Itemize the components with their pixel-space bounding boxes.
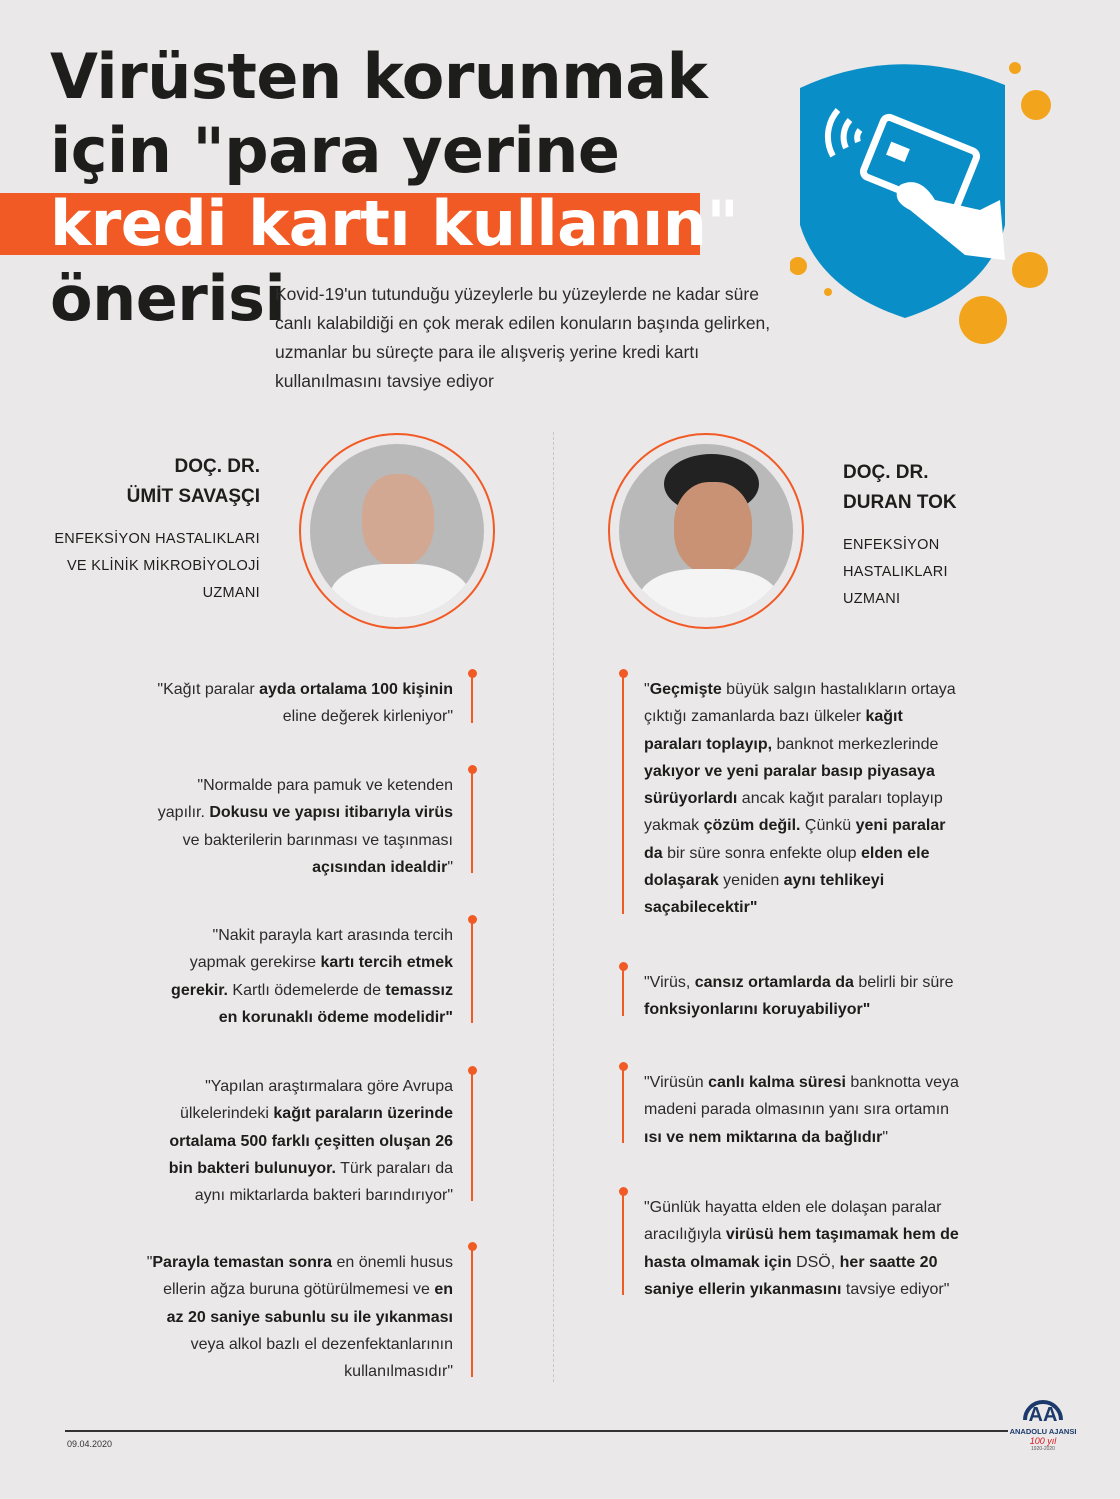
- quote-text: ": [447, 858, 453, 876]
- quote-emphasis: kağıt paraları toplayıp,: [644, 708, 903, 753]
- quote-text: ": [882, 1128, 888, 1146]
- expert-role: ENFEKSİYON: [843, 537, 940, 553]
- title-line-4: önerisi: [50, 262, 286, 335]
- quote-emphasis: kartı tercih etmek gerekir.: [171, 954, 453, 999]
- left-quote: [153, 772, 453, 881]
- timeline-line: [471, 772, 473, 873]
- logo-years: 1920-2020: [1031, 1446, 1055, 1452]
- expert-title: DOÇ. DR.: [174, 456, 260, 477]
- timeline-line: [622, 969, 624, 1016]
- avatar: [310, 444, 484, 618]
- quote-emphasis: en az 20 saniye sabunlu su ile yıkanması: [166, 1281, 453, 1326]
- quote-text: en önemli husus ellerin ağza buruna götürülmemesi ve: [163, 1254, 453, 1299]
- quote-text: Kartlı ödemelerde de: [227, 981, 386, 999]
- quote-emphasis: yeni paralar da: [644, 817, 946, 862]
- aa-logo-icon: [1021, 1390, 1065, 1424]
- expert-name: ÜMİT SAVAŞÇI: [126, 486, 260, 507]
- quote-emphasis: virüsü hem taşımamak hem de hasta olmamak için: [644, 1226, 959, 1271]
- title-line-3: kredi kartı kullanın": [50, 187, 739, 260]
- quote-text: Türk paraları da aynı miktarlarda bakteri barındırıyor": [194, 1159, 453, 1205]
- quote-emphasis: Geçmişte: [649, 681, 722, 698]
- quote-text: banknot merkezlerinde: [772, 735, 939, 753]
- quote-text: "Virüs,: [644, 974, 695, 991]
- svg-text:AA: AA: [1028, 1404, 1058, 1424]
- expert-role: VE KLİNİK MİKROBİYOLOJİ: [66, 558, 260, 574]
- quote-text: veya alkol bazlı el dezenfektanlarının kullanılmasıdır": [190, 1335, 453, 1381]
- quote-emphasis: cansız ortamlarda da: [694, 974, 854, 991]
- column-divider: [553, 432, 554, 1382]
- quote-emphasis: canlı kalma süresi: [708, 1074, 846, 1091]
- publish-date: 09.04.2020: [67, 1439, 113, 1449]
- quote-text: tavsiye ediyor": [841, 1280, 950, 1298]
- quote-emphasis: açısından idealdir: [312, 858, 448, 876]
- left-quote: [143, 1249, 453, 1385]
- timeline-line: [622, 1069, 624, 1143]
- quote-text: ve bakterilerin barınması ve taşınması: [182, 831, 453, 849]
- timeline-line: [471, 676, 473, 723]
- logo-anniversary: 100 yıl: [1029, 1436, 1057, 1446]
- logo-text: ANADOLU AJANSI: [1009, 1427, 1077, 1436]
- timeline-line: [471, 1073, 473, 1201]
- timeline-line: [471, 1249, 473, 1377]
- quote-text: "Virüsün: [644, 1074, 709, 1091]
- quote-text: "Nakit parayla kart arasında tercih yapmak gerekirse: [189, 927, 453, 972]
- footer-rule: [65, 1430, 1008, 1432]
- quote-emphasis: elden ele dolaşarak: [644, 844, 930, 890]
- quote-text: belirli bir süre: [853, 974, 954, 991]
- anadolu-logo: [1008, 1390, 1078, 1452]
- quote-text: "Yapılan araştırmalara göre Avrupa ülkelerindeki: [180, 1078, 453, 1123]
- quote-text: ": [644, 681, 650, 698]
- quote-text: bir süre sonra enfekte olup: [662, 844, 862, 862]
- quote-emphasis: kağıt paraların üzerinde ortalama 500 farklı çeşitten oluşan 26 bin bakteri bulunuyor.: [168, 1105, 453, 1177]
- right-quote: [644, 1069, 964, 1151]
- expert-role: UZMANI: [843, 591, 901, 607]
- quote-text: Çünkü: [800, 817, 856, 835]
- quote-text: "Günlük hayatta elden ele dolaşan paralar aracılığıyla: [644, 1199, 942, 1244]
- expert-left: [54, 452, 260, 607]
- quote-text: ": [146, 1254, 153, 1271]
- quote-text: büyük salgın hastalıkların ortaya çıktığı zamanlarda bazı ülkeler: [644, 681, 956, 726]
- right-quote: [644, 676, 964, 922]
- right-quote: [644, 969, 964, 1024]
- quote-text: DSÖ,: [791, 1253, 840, 1271]
- title-line-2: için "para yerine: [50, 114, 620, 187]
- left-quote: [148, 676, 453, 731]
- quote-text: "Kağıt paralar: [157, 681, 260, 698]
- left-quote: [158, 922, 453, 1031]
- title-line-1: Virüsten korunmak: [50, 40, 708, 113]
- expert-right: [843, 458, 957, 613]
- expert-title: DOÇ. DR.: [843, 462, 929, 483]
- quote-emphasis: temassız en korunaklı ödeme modelidir": [218, 981, 453, 1026]
- expert-left-portrait: [299, 433, 495, 629]
- timeline-line: [471, 922, 473, 1023]
- quote-emphasis: Dokusu ve yapısı itibarıyla virüs: [209, 804, 453, 822]
- quote-text: eline değerek kirleniyor": [282, 708, 453, 726]
- quote-emphasis: ayda ortalama 100 kişinin: [259, 681, 453, 698]
- expert-name: DURAN TOK: [843, 492, 957, 513]
- left-quote: [158, 1073, 453, 1209]
- timeline-line: [622, 676, 624, 914]
- quote-text: yeniden: [718, 872, 784, 890]
- right-quote: [644, 1194, 964, 1303]
- quote-emphasis: çözüm değil.: [703, 817, 801, 835]
- timeline-line: [622, 1194, 624, 1295]
- expert-role: UZMANI: [202, 585, 260, 601]
- quote-emphasis: yakıyor ve yeni paralar basıp piyasaya sürüyorlardı: [644, 762, 935, 808]
- quote-text: ancak kağıt paraları toplayıp yakmak: [644, 790, 943, 835]
- quote-text: "Normalde para pamuk ve ketenden yapılır.: [157, 777, 453, 822]
- expert-right-portrait: [608, 433, 804, 629]
- quote-emphasis: aynı tehlikeyi saçabilecektir": [644, 872, 885, 917]
- shield-card-illustration: [790, 50, 1110, 360]
- quote-text: banknotta veya madeni parada olmasının yanı sıra ortamın: [644, 1074, 959, 1119]
- expert-role: HASTALIKLARI: [843, 564, 948, 580]
- quote-emphasis: fonksiyonlarını koruyabiliyor": [644, 1001, 871, 1019]
- intro-description: Kovid-19'un tutunduğu yüzeylerle bu yüzeylerde ne kadar süre canlı kalabildiği en çok merak edilen konuların başında gelirken, uzmanlar bu süreçte para ile alışveriş yerine kredi kartı kullanılmasını tavsiye ediyor: [275, 284, 771, 391]
- expert-role: ENFEKSİYON HASTALIKLARI: [54, 531, 260, 547]
- quote-emphasis: her saatte 20 saniye ellerin yıkanmasını: [644, 1253, 938, 1298]
- avatar: [619, 444, 793, 618]
- quote-emphasis: ısı ve nem miktarına da bağlıdır: [644, 1128, 883, 1146]
- quote-emphasis: Parayla temastan sonra: [152, 1254, 333, 1271]
